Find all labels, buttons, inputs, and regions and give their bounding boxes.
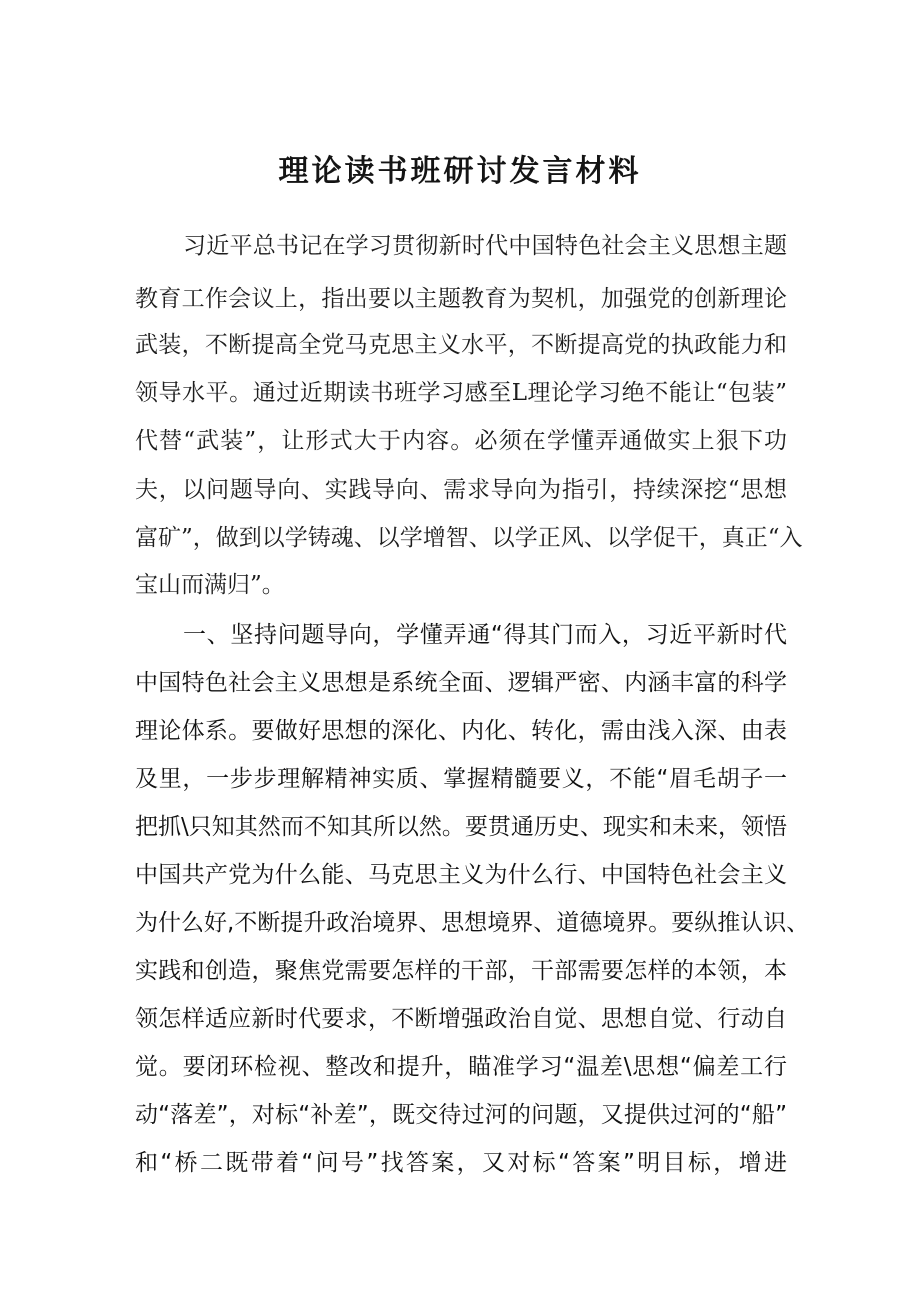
text-line: 夫，以问题导向、实践导向、需求导向为指引，持续深挖“思想 <box>135 477 787 503</box>
text-line: 动“落差”，对标“补差”，既交待过河的问题，又提供过河的“船” <box>135 1102 787 1128</box>
text-line: 及里，一步步理解精神实质、掌握精髓要义，不能“眉毛胡子一 <box>135 766 787 792</box>
text-line: 领怎样适应新时代要求，不断增强政治自觉、思想自觉、行动自 <box>135 1006 787 1032</box>
text-line: 富矿”，做到以学铸魂、以学增智、以学正风、以学促干，真正“入 <box>135 525 803 551</box>
text-line: 觉。要闭环检视、整改和提升，瞄准学习“温差\思想“偏差工行 <box>135 1054 787 1080</box>
text-line: 领导水平。通过近期读书班学习感至L理论学习绝不能让“包装” <box>135 380 787 406</box>
text-line: 一、坚持问题导向，学懂弄通“得其门而入，习近平新时代 <box>183 622 787 648</box>
text-line: 实践和创造，聚焦党需要怎样的干部，干部需要怎样的本领，本 <box>135 958 787 984</box>
text-line: 中国共产党为什么能、马克思主义为什么行、中国特色社会主义 <box>135 862 787 888</box>
text-line: 习近平总书记在学习贯彻新时代中国特色社会主义思想主题 <box>183 233 787 259</box>
text-line: 中国特色社会主义思想是系统全面、逻辑严密、内涵丰富的科学 <box>135 670 787 696</box>
document-title: 理论读书班研讨发言材料 <box>278 154 642 189</box>
text-line: 为什么好,不断提升政治境界、思想境界、道德境界。要纵推认识、 <box>135 910 810 936</box>
text-line: 代替“武装”，让形式大于内容。必须在学懂弄通做实上狠下功 <box>135 428 787 454</box>
text-line: 教育工作会议上，指出要以主题教育为契机，加强党的创新理论 <box>135 286 787 312</box>
text-line: 宝山而满归”。 <box>135 572 285 598</box>
text-line: 武装，不断提高全党马克思主义水平，不断提高党的执政能力和 <box>135 332 787 358</box>
text-line: 理论体系。要做好思想的深化、内化、转化，需由浅入深、由表 <box>135 718 787 744</box>
text-line: 和“桥二既带着“问号”找答案，又对标“答案”明目标，增进 <box>135 1150 787 1176</box>
text-line: 把抓\只知其然而不知其所以然。要贯通历史、现实和未来，领悟 <box>135 814 787 840</box>
